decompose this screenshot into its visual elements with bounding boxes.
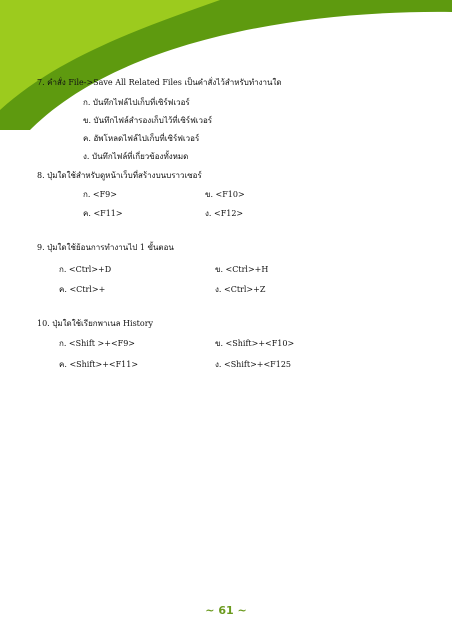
question-10: 10. ปุ่มใดใช้เรียกพาเนล History xyxy=(37,319,154,328)
q7-option-a: ก. บันทึกไฟล์ไปเก็บที่เซิร์ฟเวอร์ xyxy=(83,98,190,107)
q9-option-d: ง. <Ctrl>+Z xyxy=(215,285,266,294)
q7-option-b: ข. บันทึกไฟล์สำรองเก็บไว้ที่เซิร์ฟเวอร์ xyxy=(83,116,213,125)
q9-option-a: ก. <Ctrl>+D xyxy=(59,265,112,274)
q8-option-d: ง. <F12> xyxy=(205,209,244,218)
q9-option-b: ข. <Ctrl>+H xyxy=(215,265,269,274)
q7-option-c: ค. อัพโหลดไฟล์ไปเก็บที่เซิร์ฟเวอร์ xyxy=(83,134,200,143)
q10-option-a: ก. <Shift >+<F9> xyxy=(59,339,135,348)
q10-option-d: ง. <Shift>+<F125 xyxy=(215,360,291,369)
question-9: 9. ปุ่มใดใช้ย้อนการทำงานไป 1 ขั้นตอน xyxy=(37,243,174,252)
question-7: 7. คำสั่ง File->Save All Related Files เป็นคำสั่งไว้สำหรับทำงานใด xyxy=(37,78,282,87)
q8-option-a: ก. <F9> xyxy=(83,190,117,199)
page-number: ~ 61 ~ xyxy=(205,604,247,617)
question-8: 8. ปุ่มใดใช้สำหรับดูหน้าเว็บที่สร้างบนบราวเซอร์ xyxy=(37,171,202,180)
q9-option-c: ค. <Ctrl>+ xyxy=(59,285,106,294)
q8-option-b: ข. <F10> xyxy=(205,190,245,199)
q8-option-c: ค. <F11> xyxy=(83,209,123,218)
q7-option-d: ง. บันทึกไฟล์ที่เกี่ยวข้องทั้งหมด xyxy=(83,152,189,161)
q10-option-c: ค. <Shift>+<F11> xyxy=(59,360,139,369)
q10-option-b: ข. <Shift>+<F10> xyxy=(215,339,295,348)
